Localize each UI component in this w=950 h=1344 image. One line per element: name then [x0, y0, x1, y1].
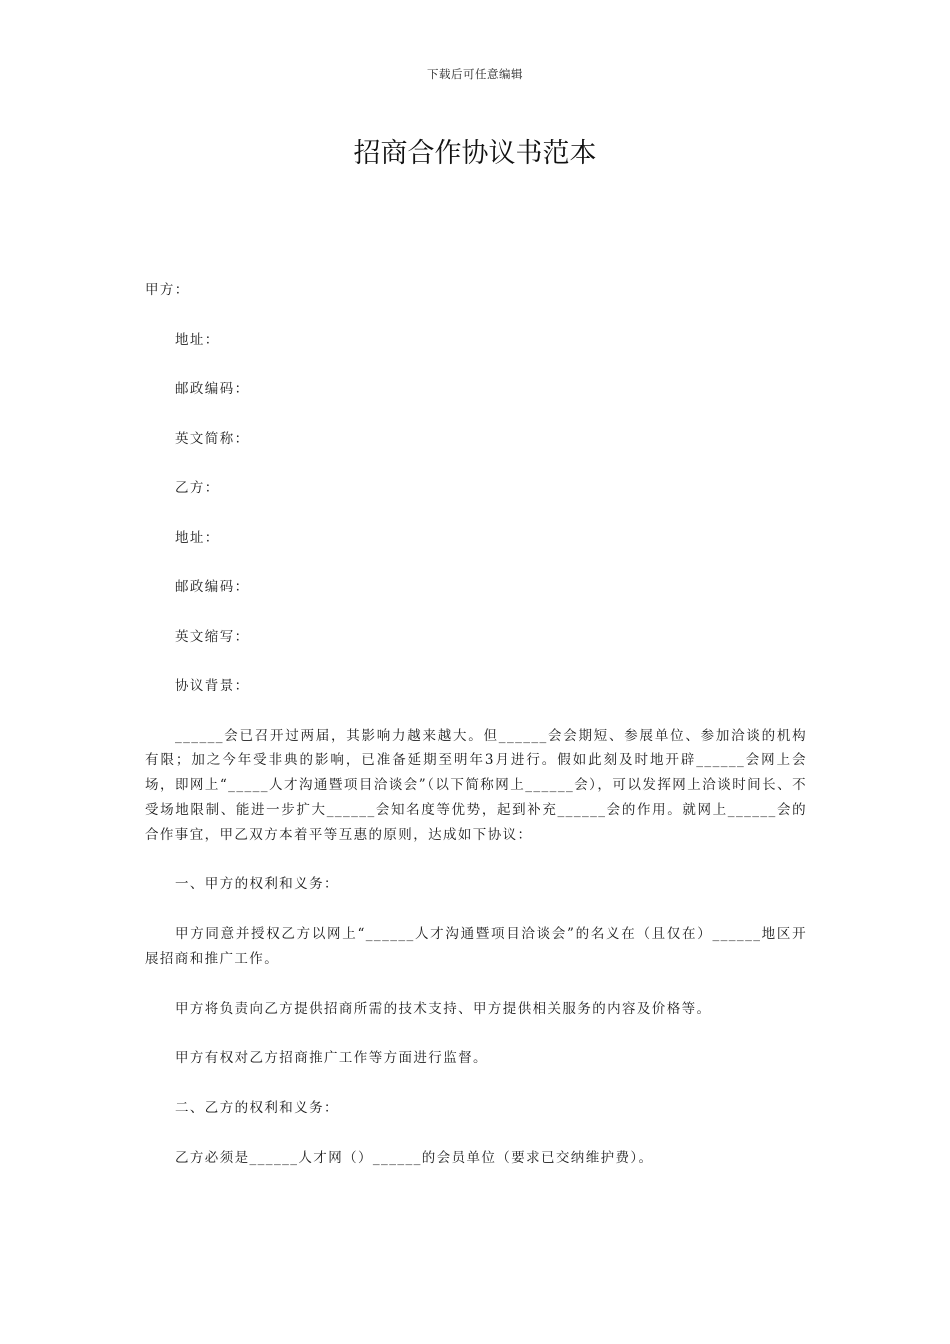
party-b-label: 乙方：: [175, 480, 220, 496]
background-paragraph: ______会已召开过两届，其影响力越来越大。但______会会期短、参展单位、参加洽谈的机构有限；加之今年受非典的影响，已准备延期至明年3月进行。假如此刻及时地开辟______会网上会场，即网上“_____人才沟通暨项目洽谈会”（以下简称网上______会），可以发挥网上洽谈时间长、不受场地限制、能进一步扩大______会知名度等优势，起到补充______会的作用。就网上______会的合作事宜，甲乙双方本着平等互惠的原则，达成如下协议：: [145, 727, 807, 843]
party-a-label: 甲方：: [145, 282, 190, 298]
party-a-postcode: 邮政编码：: [175, 381, 250, 397]
party-b-english-abbr: 英文缩写：: [175, 628, 250, 645]
section-1-item: 甲方将负责向乙方提供招商所需的技术支持、甲方提供相关服务的内容及价格等。: [175, 1000, 712, 1017]
section-1-heading: 一、甲方的权利和义务：: [175, 876, 339, 893]
background-heading: 协议背景：: [175, 678, 250, 694]
header-note: 下载后可任意编辑: [427, 67, 523, 81]
party-a-english-abbr: 英文简称：: [175, 430, 250, 447]
section-2-heading: 二、乙方的权利和义务：: [175, 1100, 339, 1117]
document-title: 招商合作协议书范本: [353, 138, 597, 169]
party-a-address: 地址：: [175, 331, 220, 348]
section-1-item: 甲方同意并授权乙方以网上“______人才沟通暨项目洽谈会”的名义在（且仅在）______地区开展招商和推广工作。: [145, 925, 807, 967]
party-b-address: 地址：: [175, 529, 220, 546]
section-2-item: 乙方必须是______人才网（）______的会员单位（要求已交纳维护费）。: [175, 1149, 654, 1166]
section-1-item: 甲方有权对乙方招商推广工作等方面进行监督。: [175, 1050, 488, 1067]
party-b-postcode: 邮政编码：: [175, 579, 250, 595]
document-body: [145, 278, 807, 1195]
